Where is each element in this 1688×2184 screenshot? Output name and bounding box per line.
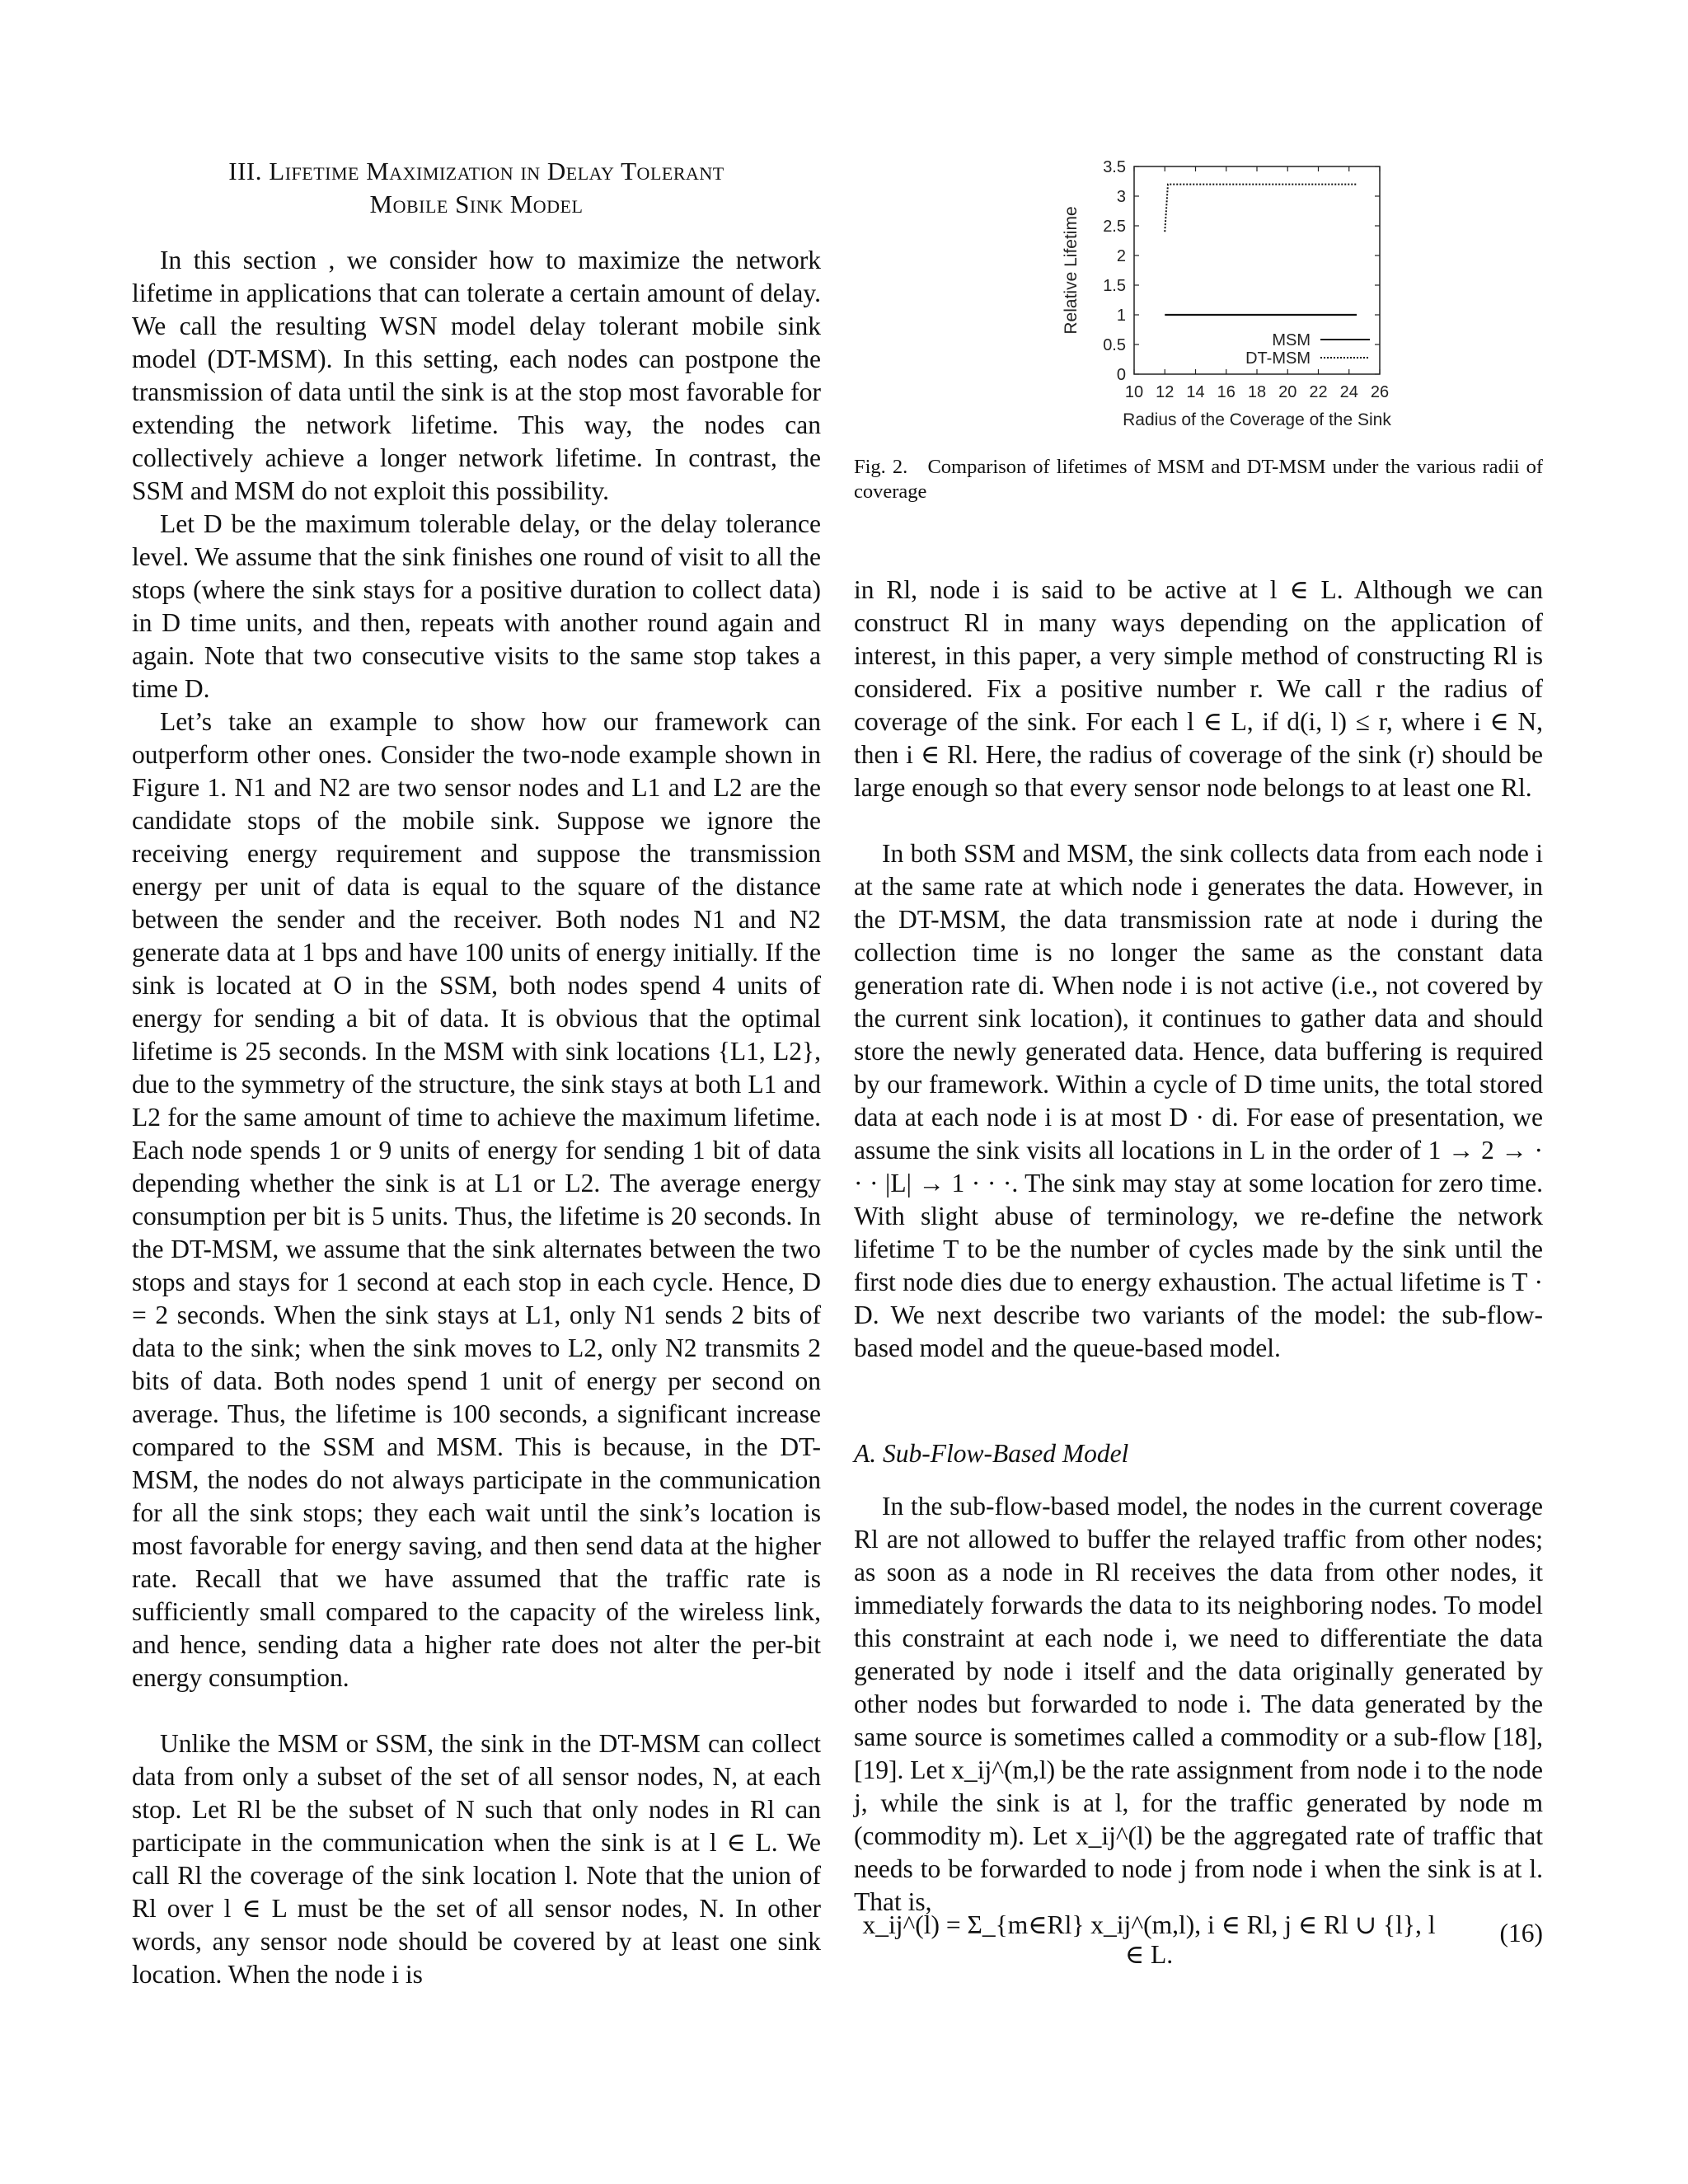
y-tick-label: 0.5: [1103, 336, 1126, 354]
paragraph-coverage: Unlike the MSM or SSM, the sink in the DT-MSM can collect data from only a subset of the set of all sensor nodes, N, at each stop. Let Rl be the subset of N such that only nodes in Rl can participate in the communication when the sink is at l ∈ L. We call Rl the coverage of the sink location l. Note that the union of Rl over l ∈ L must be the set of all sensor nodes, N. In other words, any sensor node should be covered by at least one sink location. When the node i is: [132, 1729, 821, 1989]
y-tick-label: 3: [1116, 188, 1126, 206]
caption-label: Fig. 2.: [854, 456, 908, 478]
plot-frame: [1134, 166, 1380, 374]
lifetime-chart: [854, 157, 1543, 437]
figure-2: [854, 157, 1543, 511]
x-tick-label: 10: [1124, 383, 1144, 401]
x-tick-label: 16: [1217, 383, 1236, 401]
section-title-line1: Lifetime Maximization in Delay Tolerant: [269, 157, 724, 185]
section-title-line2: Mobile Sink Model: [369, 190, 584, 218]
paragraph-buffering: In both SSM and MSM, the sink collects data from each node i at the same rate at which node i generates the data. However, in the DT-MSM, the data transmission rate at node i during the collection time is no longer the same as the constant data generation rate di. When node i is not active (i.e., not covered by the current sink location), it continues to gather data and should store the newly generated data. Hence, data buffering is required by our framework. Within a cycle of D time units, the total stored data at each node i is at most D · di. For ease of presentation, we assume the sink visits all locations in L in the order of 1 → 2 → · · · |L| → 1 · · ·. The sink may stay at some location for zero time. With slight abuse of terminology, we re-define the network lifetime T to be the number of cycles made by the sink until the first node dies due to energy exhaustion. The actual lifetime is T · D. We next describe two variants of the model: the sub-flow-based model and the queue-based model.: [854, 839, 1543, 1362]
paragraph-example: Let’s take an example to show how our framework can outperform other ones. Consider the two-node example shown in Figure 1. N1 and N2 are two sensor nodes and L1 and L2 are the candidate stops of the mobile sink. Suppose we ignore the receiving energy requirement and suppose the transmission energy per unit of data is equal to the square of the distance between the sender and the receiver. Both nodes N1 and N2 generate data at 1 bps and have 100 units of energy initially. If the sink is located at O in the SSM, both nodes spend 4 units of energy for sending a bit of data. It is obvious that the optimal lifetime is 25 seconds. In the MSM with sink locations {L1, L2}, due to the symmetry of the structure, the sink stays at both L1 and L2 for the same amount of time to achieve the maximum lifetime. Each node spends 1 or 9 units of energy for sending 1 bit of data depending whether the sink is at L1 or L2. The average energy consumption per bit is 5 units. Thus, the lifetime is 20 seconds. In the DT-MSM, we assume that the sink alternates between the two stops and stays for 1 second at each stop in each cycle. Hence, D = 2 seconds. When the sink stays at L1, only N1 sends 2 bits of data to the sink; when the sink moves to L2, only N2 transmits 2 bits of data. Both nodes spend 1 unit of energy per second on average. Thus, the lifetime is 100 seconds, a significant increase compared to the SSM and MSM. This is because, in the DT-MSM, the nodes do not always participate in the communication for all the sink stops; they each wait until the sink’s location is most favorable for energy saving, and then send data at the higher rate. Recall that we have assumed that the traffic rate is sufficiently small compared to the capacity of the wireless link, and hence, sending data a higher rate does not alter the per-bit energy consumption.: [132, 707, 821, 1692]
paragraph-intro: In this section , we consider how to maximize the network lifetime in applications that can tolerate a certain amount of delay. We call the resulting WSN model delay tolerant mobile sink model (DT-MSM). In this setting, each nodes can postpone the transmission of data until the sink is at the stop most favorable for extending the network lifetime. This way, the nodes can collectively achieve a longer network lifetime. In contrast, the SSM and MSM do not exploit this possibility.: [132, 246, 821, 505]
section-number: III.: [228, 157, 263, 185]
y-tick-label: 3.5: [1103, 158, 1126, 176]
y-axis-label: Relative Lifetime: [1062, 206, 1081, 335]
x-tick-label: 24: [1339, 383, 1358, 401]
equation-body: x_ij^(l) = Σ_{m∈Rl} x_ij^(m,l), i ∈ Rl, j ∈ Rl ∪ {l}, l ∈ L.: [862, 1910, 1436, 1969]
paragraph-subflow-model: In the sub-flow-based model, the nodes in the current coverage Rl are not allowed to buffer the relayed traffic from other nodes; as soon as a node in Rl receives the data from other nodes, it immediately forwards the data to its neighboring nodes. To model this constraint at each node i, we need to differentiate the data generated by node i itself and the data originally generated by other nodes but forwarded to node i. The data generated by the same source is sometimes called a commodity or a sub-flow [18], [19]. Let x_ij^(m,l) be the rate assignment from node i to the node j, while the sink is at l, for the traffic generated by node m (commodity m). Let x_ij^(l) be the aggregated rate of traffic that needs to be forwarded to node j from node i when the sink is at l. That is,: [854, 1492, 1543, 1916]
y-tick-label: 2.5: [1103, 218, 1126, 236]
x-tick-label: 20: [1278, 383, 1297, 401]
x-tick-label: 26: [1370, 383, 1390, 401]
x-tick-label: 22: [1309, 383, 1328, 401]
legend-label: DT-MSM: [1245, 349, 1311, 368]
figure-caption: [854, 455, 1543, 504]
caption-text: Comparison of lifetimes of MSM and DT-MSM under the various radii of coverage: [854, 456, 1544, 503]
equation-16: [854, 1910, 1543, 1968]
x-tick-label: 12: [1156, 383, 1175, 401]
paragraph-delay-definition: Let D be the maximum tolerable delay, or the delay tolerance level. We assume that the sink finishes one round of visit to all the stops (where the sink stays for a positive duration to collect data) in D time units, and then, repeats with another round again and again. Note that two consecutive visits to the same stop takes a time D.: [132, 509, 821, 703]
y-tick-label: 1: [1116, 307, 1126, 325]
x-tick-label: 14: [1186, 383, 1205, 401]
legend-label: MSM: [1272, 331, 1311, 349]
equation-number: (16): [1499, 1919, 1543, 1947]
y-tick-label: 0: [1116, 366, 1126, 384]
section-heading: [132, 155, 821, 221]
y-tick-label: 1.5: [1103, 277, 1126, 295]
series-line-dt-msm: [1165, 185, 1357, 232]
x-tick-label: 18: [1247, 383, 1267, 401]
paragraph-active-definition: in Rl, node i is said to be active at l ∈ L. Although we can construct Rl in many ways depending on the application of interest, in this paper, a very simple method of constructing Rl is considered. Fix a positive number r. We call r the radius of coverage of the sink. For each l ∈ L, if d(i, l) ≤ r, where i ∈ N, then i ∈ Rl. Here, the radius of coverage of the sink (r) should be large enough so that every sensor node belongs to at least one Rl.: [854, 575, 1543, 802]
x-axis-label: Radius of the Coverage of the Sink: [1123, 410, 1391, 429]
y-tick-label: 2: [1116, 247, 1126, 265]
subsection-heading: A. Sub-Flow-Based Model: [854, 1439, 1129, 1468]
